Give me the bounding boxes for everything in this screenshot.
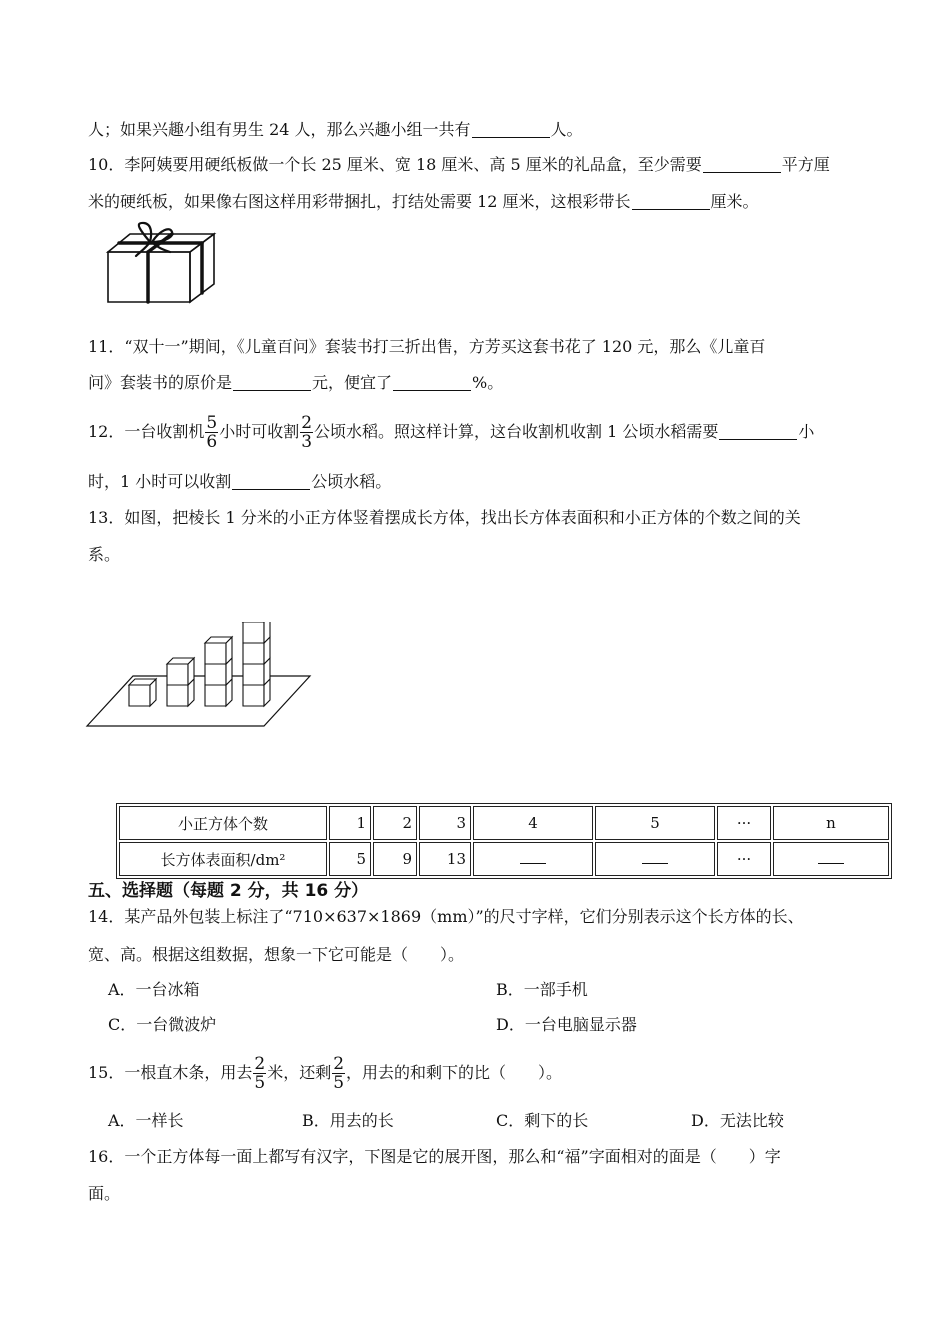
q11-line2: 问》套装书的原价是 元，便宜了 %。 [88, 373, 504, 392]
q9-tail: 人；如果兴趣小组有男生 24 人，那么兴趣小组一共有 人。 [88, 120, 583, 139]
q13-line1: 13．如图，把棱长 1 分米的小正方体竖着摆成长方体，找出长方体表面积和小正方体的个数之间的关 [88, 508, 801, 527]
cube-front-face [205, 685, 226, 706]
q14-line1: 14．某产品外包装上标注了“710×637×1869（mm）”的尺寸字样，它们分别表示这个长方体的长、 [88, 907, 804, 926]
table-row [119, 806, 889, 840]
answer-blank[interactable] [393, 374, 471, 391]
q14-option-b[interactable]: B．一部手机 [496, 980, 588, 999]
q15-line: 15．一根直木条，用去 $\frac{2}{5}$ 米，还剩 $\frac{2}{5}$ ，用去的和剩下的比（ ）。 [88, 1054, 563, 1093]
table-cell: n [773, 806, 889, 840]
surface-area-table [116, 803, 892, 879]
table-cell: 13 [419, 842, 471, 876]
table-cell: 2 [373, 806, 417, 840]
q10-line1: 10．李阿姨要用硬纸板做一个长 25 厘米、宽 18 厘米、高 5 厘米的礼品盒，至少需要 平方厘 [88, 155, 830, 174]
q13-line2: 系。 [88, 545, 121, 564]
q15-option-d[interactable]: D．无法比较 [691, 1111, 784, 1130]
q12-line2: 时，1 小时可以收割 公顷水稻。 [88, 472, 392, 491]
answer-blank[interactable] [719, 423, 797, 440]
table-cell: ··· [717, 842, 771, 876]
q15-option-a[interactable]: A．一样长 [108, 1111, 184, 1130]
answer-blank[interactable] [520, 851, 546, 864]
q11-line1: 11．“双十一”期间，《儿童百问》套装书打三折出售，方芳买这套书花了 120 元，那么《儿童百 [88, 337, 766, 356]
answer-blank[interactable] [233, 374, 311, 391]
fraction-2-5: $\frac{2}{5}$ [254, 1054, 266, 1093]
q12-line1: 12．一台收割机 $\frac{5}{6}$ 小时可收割 $\frac{2}{3}$ 公顷水稻。照这样计算，这台收割机收割 1 公顷水稻需要 小 [88, 413, 815, 452]
gift-box-figure [100, 220, 225, 308]
q10-line2: 米的硬纸板，如果像右图这样用彩带捆扎，打结处需要 12 厘米，这根彩带长 厘米。 [88, 192, 759, 211]
cube-front-face [167, 685, 188, 706]
answer-blank[interactable] [472, 121, 550, 138]
table-cell: 小正方体个数 [119, 806, 327, 840]
table-cell: 4 [473, 806, 593, 840]
fraction-5-6: $\frac{5}{6}$ [206, 413, 218, 452]
cube-front-face [243, 622, 264, 643]
section-title: 五、选择题（每题 2 分，共 16 分） [88, 881, 369, 901]
table-cell: 1 [329, 806, 371, 840]
answer-blank[interactable] [632, 193, 710, 210]
answer-blank[interactable] [642, 851, 668, 864]
cube-front-face [243, 643, 264, 664]
q14-option-c[interactable]: C．一台微波炉 [108, 1015, 217, 1034]
table-cell: ··· [717, 806, 771, 840]
answer-blank[interactable] [232, 473, 310, 490]
cube-front-face [243, 685, 264, 706]
cube-front-face [243, 664, 264, 685]
fraction-2-3: $\frac{2}{3}$ [301, 413, 313, 452]
table-cell: 3 [419, 806, 471, 840]
cube-front-face [129, 685, 150, 706]
cube-front-face [205, 664, 226, 685]
cube-stacks-figure [84, 622, 314, 730]
answer-blank[interactable] [703, 156, 781, 173]
cube-front-face [167, 664, 188, 685]
q16-line1: 16．一个正方体每一面上都写有汉字，下图是它的展开图，那么和“福”字面相对的面是（ ）字 [88, 1147, 781, 1166]
answer-cell[interactable] [473, 842, 593, 876]
table-cell: 5 [595, 806, 715, 840]
cube-front-face [205, 643, 226, 664]
fraction-2-5: $\frac{2}{5}$ [333, 1054, 345, 1093]
table-cell: 5 [329, 842, 371, 876]
answer-blank[interactable] [818, 851, 844, 864]
table-cell: 9 [373, 842, 417, 876]
q16-line2: 面。 [88, 1184, 121, 1203]
table-cell: 长方体表面积/dm² [119, 842, 327, 876]
q14-line2: 宽、高。根据这组数据，想象一下它可能是（ ）。 [88, 945, 465, 964]
q14-option-d[interactable]: D．一台电脑显示器 [496, 1015, 637, 1034]
q15-option-c[interactable]: C．剩下的长 [496, 1111, 589, 1130]
answer-cell[interactable] [773, 842, 889, 876]
q15-option-b[interactable]: B．用去的长 [302, 1111, 394, 1130]
answer-cell[interactable] [595, 842, 715, 876]
q14-option-a[interactable]: A．一台冰箱 [108, 980, 200, 999]
table-row [119, 842, 889, 876]
